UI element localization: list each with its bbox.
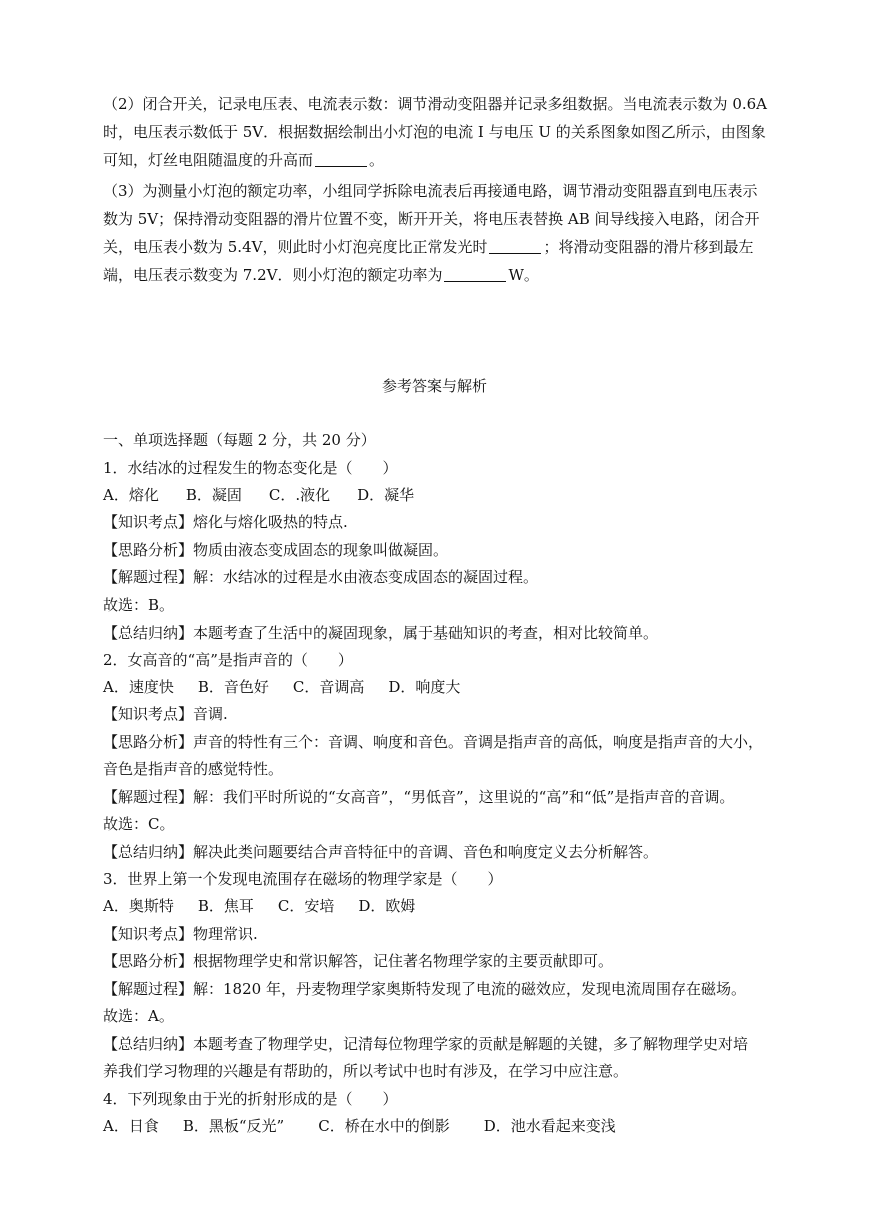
q3-knowledge: 【知识考点】物理常识. <box>103 925 258 943</box>
q1-options <box>103 482 414 509</box>
q1-option-c: C．.液化 <box>268 486 331 504</box>
q2-choice: 故选：C。 <box>103 815 175 833</box>
q4-option-c: C．桥在水中的倒影 <box>318 1117 450 1135</box>
q1-process: 【解题过程】解：水结冰的过程是水由液态变成固态的凝固过程。 <box>103 568 539 586</box>
q3-part3-line1: （3）为测量小灯泡的额定功率，小组同学拆除电流表后再接通电路，调节滑动变阻器直到电压表示 <box>103 182 758 200</box>
q4-option-d: D．池水看起来变浅 <box>483 1117 616 1135</box>
q2-part2-line3 <box>103 147 384 174</box>
q2-part2-line3-end: 。 <box>369 151 385 169</box>
q3-stem: 3．世界上第一个发现电流围存在磁场的物理学家是（ ） <box>103 870 503 888</box>
q1-option-b: B．凝固 <box>185 486 242 504</box>
q2-option-a: A．速度快 <box>103 678 174 696</box>
q2-part2-line2: 时，电压表示数低于 5V．根据数据绘制出小灯泡的电流 I 与电压 U 的关系图象如图乙所示，由图象 <box>103 123 766 141</box>
q3-option-c: C．安培 <box>277 897 335 915</box>
section-title: 一、单项选择题（每题 2 分，共 20 分） <box>103 431 376 449</box>
q2-analysis-line1: 【思路分析】声音的特性有三个：音调、响度和音色。音调是指声音的高低，响度是指声音的大小， <box>103 733 764 751</box>
q3-choice: 故选：A。 <box>103 1007 174 1025</box>
q2-process: 【解题过程】解：我们平时所说的“女高音”，“男低音”，这里说的“高”和“低”是指声音的音调。 <box>103 788 735 806</box>
q3-part3-line3-text: 关，电压表小数为 5.4V，则此时小灯泡亮度比正常发光时 <box>103 238 488 256</box>
q1-analysis: 【思路分析】物质由液态变成固态的现象叫做凝固。 <box>103 541 449 559</box>
q3-options <box>103 893 415 920</box>
q4-options <box>103 1113 616 1140</box>
q2-analysis-line2: 音色是指声音的感觉特性。 <box>103 760 284 778</box>
q2-knowledge: 【知识考点】音调. <box>103 705 228 723</box>
q4-option-b: B．黑板“反光” <box>182 1117 285 1135</box>
q2-summary: 【总结归纳】解决此类问题要结合声音特征中的音调、音色和响度定义去分析解答。 <box>103 843 659 861</box>
q1-option-d: D．凝华 <box>357 486 415 504</box>
q3-summary-line1: 【总结归纳】本题考查了物理学史，记清每位物理学家的贡献是解题的关键，多了解物理学史对培 <box>103 1035 749 1053</box>
q3-summary-line2: 养我们学习物理的兴趣是有帮助的，所以考试中也时有涉及，在学习中应注意。 <box>103 1062 629 1080</box>
q2-option-d: D．响度大 <box>388 678 461 696</box>
q3-part3-line4 <box>103 262 539 289</box>
q4-stem: 4．下列现象由于光的折射形成的是（ ） <box>103 1090 398 1108</box>
q3-analysis: 【思路分析】根据物理学史和常识解答，记住著名物理学家的主要贡献即可。 <box>103 952 614 970</box>
answer-blank-1 <box>315 150 367 167</box>
answer-blank-2 <box>489 237 541 254</box>
q2-part2-line3-text: 可知，灯丝电阻随温度的升高而 <box>103 151 314 169</box>
q1-choice: 故选：B。 <box>103 596 175 614</box>
q3-part3-line3 <box>103 234 753 261</box>
q2-option-b: B．音色好 <box>197 678 269 696</box>
q1-stem: 1．水结冰的过程发生的物态变化是（ ） <box>103 459 398 477</box>
q3-option-b: B．焦耳 <box>197 897 254 915</box>
q3-part3-line2: 数为 5V；保持滑动变阻器的滑片位置不变，断开开关，将电压表替换 AB 间导线接入电路，闭合开 <box>103 210 760 228</box>
q3-option-a: A．奥斯特 <box>103 897 174 915</box>
q2-part2-line1: （2）闭合开关，记录电压表、电流表示数：调节滑动变阻器并记录多组数据。当电流表示数为 0.6A <box>103 95 768 113</box>
q4-option-a: A．日食 <box>103 1117 159 1135</box>
answer-title: 参考答案与解析 <box>381 377 487 395</box>
q3-option-d: D．欧姆 <box>358 897 416 915</box>
q1-summary: 【总结归纳】本题考查了生活中的凝固现象，属于基础知识的考查，相对比较简单。 <box>103 624 659 642</box>
q3-process: 【解题过程】解：1820 年，丹麦物理学家奥斯特发现了电流的磁效应，发现电流周围存在磁场。 <box>103 980 746 998</box>
q1-option-a: A．熔化 <box>103 486 159 504</box>
q2-option-c: C．音调高 <box>292 678 365 696</box>
q3-part3-line4-end: W。 <box>508 266 539 284</box>
q1-knowledge: 【知识考点】熔化与熔化吸热的特点. <box>103 513 348 531</box>
answer-blank-3 <box>444 265 506 282</box>
q2-stem: 2．女高音的“高”是指声音的（ ） <box>103 651 353 669</box>
q3-part3-line3-end: ；将滑动变阻器的滑片移到最左 <box>543 238 754 256</box>
q2-options <box>103 674 460 701</box>
q3-part3-line4-text: 端，电压表示数变为 7.2V．则小灯泡的额定功率为 <box>103 266 443 284</box>
